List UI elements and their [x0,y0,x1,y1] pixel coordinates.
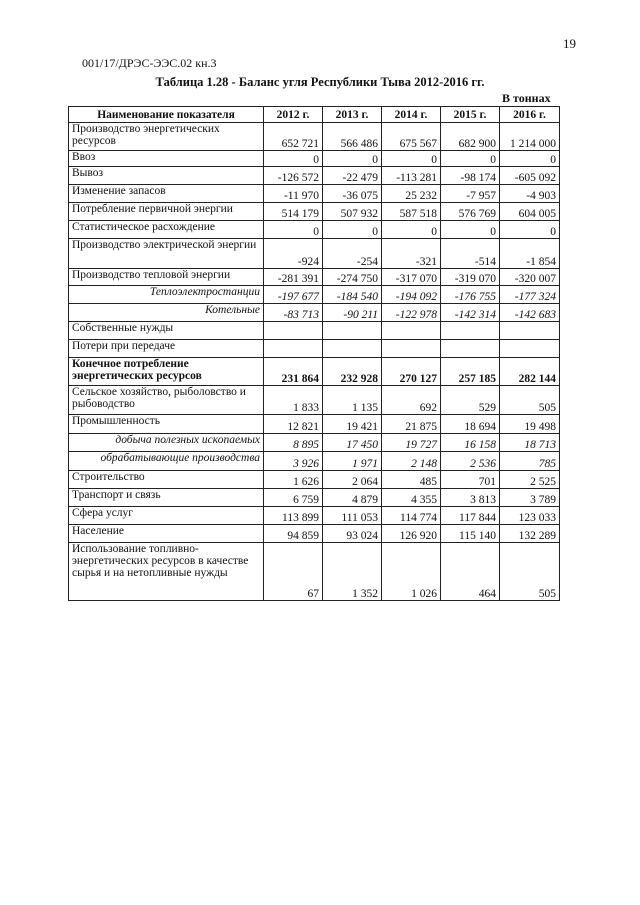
table-row [69,286,560,304]
cell-value: 0 [264,151,323,167]
cell-value: 21 875 [382,415,441,434]
table-row [69,415,560,434]
column-header-2012: 2012 г. [264,107,323,123]
column-header-indicator: Наименование показателя [69,107,264,123]
cell-value: 94 859 [264,525,323,543]
table-row [69,123,560,151]
cell-value: 566 486 [323,123,382,151]
row-label: Производство электрической энергии [69,239,264,269]
column-header-2016: 2016 г. [500,107,560,123]
cell-value: -142 314 [441,304,500,322]
table-row [69,221,560,239]
row-label: Производство энергетических ресурсов [69,123,264,151]
cell-value: -514 [441,239,500,269]
cell-value: 4 879 [323,489,382,507]
cell-value: -36 075 [323,185,382,203]
cell-value: 2 064 [323,471,382,489]
cell-value: 18 713 [500,434,560,452]
cell-value [264,322,323,340]
cell-value: 111 053 [323,507,382,525]
cell-value: 2 148 [382,452,441,471]
table-row [69,185,560,203]
cell-value: -320 007 [500,269,560,286]
row-label: Использование топливно-энергетических ресурсов в качестве сырья и на нетопливные нужды [69,543,264,601]
cell-value: 2 536 [441,452,500,471]
cell-value: 0 [323,221,382,239]
cell-value: 652 721 [264,123,323,151]
column-header-2015: 2015 г. [441,107,500,123]
row-label: Изменение запасов [69,185,264,203]
cell-value: -126 572 [264,167,323,185]
cell-value: 1 971 [323,452,382,471]
table-row [69,269,560,286]
cell-value: 67 [264,543,323,601]
cell-value: 19 498 [500,415,560,434]
cell-value [500,340,560,358]
cell-value: 675 567 [382,123,441,151]
cell-value: 0 [323,151,382,167]
table-row [69,239,560,269]
row-label: Производство тепловой энергии [69,269,264,286]
cell-value: 18 694 [441,415,500,434]
row-label: Котельные [69,304,264,322]
cell-value: -83 713 [264,304,323,322]
cell-value: 3 813 [441,489,500,507]
cell-value: 16 158 [441,434,500,452]
cell-value: 485 [382,471,441,489]
row-label: Промышленность [69,415,264,434]
cell-value: -197 677 [264,286,323,304]
units-label: В тоннах [502,91,551,105]
cell-value: -7 957 [441,185,500,203]
cell-value: 0 [441,151,500,167]
cell-value: -113 281 [382,167,441,185]
cell-value: 93 024 [323,525,382,543]
table-body [69,123,560,601]
cell-value: 505 [500,543,560,601]
row-label: Сфера услуг [69,507,264,525]
cell-value: 0 [500,221,560,239]
cell-value: -177 324 [500,286,560,304]
cell-value: 1 833 [264,386,323,415]
table-row [69,434,560,452]
cell-value: -605 092 [500,167,560,185]
cell-value: 25 232 [382,185,441,203]
table-row [69,203,560,221]
row-label: Транспорт и связь [69,489,264,507]
cell-value: 282 144 [500,358,560,386]
cell-value: -317 070 [382,269,441,286]
cell-value: 113 899 [264,507,323,525]
cell-value [500,322,560,340]
cell-value: 2 525 [500,471,560,489]
cell-value: 604 005 [500,203,560,221]
cell-value: 701 [441,471,500,489]
cell-value [382,340,441,358]
table-row [69,507,560,525]
table-row [69,452,560,471]
row-label: обрабатывающие производства [69,452,264,471]
cell-value: 232 928 [323,358,382,386]
document-code: 001/17/ДРЭС-ЭЭС.02 кн.3 [82,56,217,70]
row-label: Статистическое расхождение [69,221,264,239]
table-row [69,358,560,386]
cell-value: -274 750 [323,269,382,286]
cell-value: -98 174 [441,167,500,185]
cell-value: -924 [264,239,323,269]
cell-value: 514 179 [264,203,323,221]
cell-value: -184 540 [323,286,382,304]
cell-value: 257 185 [441,358,500,386]
cell-value [323,322,382,340]
table-row [69,489,560,507]
row-label: Сельское хозяйство, рыболовство и рыбоводство [69,386,264,415]
row-label: Население [69,525,264,543]
cell-value: 692 [382,386,441,415]
cell-value: 114 774 [382,507,441,525]
cell-value [441,340,500,358]
row-label: Ввоз [69,151,264,167]
table-row [69,304,560,322]
table-header-row [69,107,560,123]
cell-value: 1 214 000 [500,123,560,151]
cell-value: 1 135 [323,386,382,415]
cell-value: -254 [323,239,382,269]
table-row [69,525,560,543]
row-label: Теплоэлектростанции [69,286,264,304]
cell-value: 529 [441,386,500,415]
page-number: 19 [563,36,576,51]
row-label: Вывоз [69,167,264,185]
cell-value: 117 844 [441,507,500,525]
cell-value: 576 769 [441,203,500,221]
cell-value: 17 450 [323,434,382,452]
cell-value: -319 070 [441,269,500,286]
cell-value: -4 903 [500,185,560,203]
cell-value: 231 864 [264,358,323,386]
column-header-2014: 2014 г. [382,107,441,123]
cell-value: -176 755 [441,286,500,304]
cell-value: 507 932 [323,203,382,221]
table-row [69,386,560,415]
cell-value: 464 [441,543,500,601]
cell-value: 0 [500,151,560,167]
cell-value: 270 127 [382,358,441,386]
cell-value: 682 900 [441,123,500,151]
cell-value: 126 920 [382,525,441,543]
cell-value: 132 289 [500,525,560,543]
cell-value: 1 352 [323,543,382,601]
cell-value: -281 391 [264,269,323,286]
table-row [69,322,560,340]
table-row [69,151,560,167]
table-row [69,471,560,489]
row-label: Собственные нужды [69,322,264,340]
table-row [69,543,560,601]
cell-value: 19 727 [382,434,441,452]
cell-value: 785 [500,452,560,471]
row-label: добыча полезных ископаемых [69,434,264,452]
table-row [69,167,560,185]
cell-value: 0 [441,221,500,239]
table-title: Таблица 1.28 - Баланс угля Республики Тыва 2012-2016 гг. [155,75,485,89]
cell-value [323,340,382,358]
cell-value: 8 895 [264,434,323,452]
row-label: Потери при передаче [69,340,264,358]
cell-value: 3 926 [264,452,323,471]
cell-value: 123 033 [500,507,560,525]
column-header-2013: 2013 г. [323,107,382,123]
cell-value: 1 026 [382,543,441,601]
cell-value: 4 355 [382,489,441,507]
cell-value: -142 683 [500,304,560,322]
row-label: Конечное потребление энергетических ресурсов [69,358,264,386]
cell-value: -321 [382,239,441,269]
cell-value [382,322,441,340]
cell-value: 505 [500,386,560,415]
table-row [69,340,560,358]
cell-value [441,322,500,340]
cell-value: -90 211 [323,304,382,322]
cell-value: -1 854 [500,239,560,269]
cell-value: 0 [264,221,323,239]
cell-value: -22 479 [323,167,382,185]
cell-value: 3 789 [500,489,560,507]
cell-value: -194 092 [382,286,441,304]
coal-balance-table [68,106,560,601]
cell-value: 1 626 [264,471,323,489]
row-label: Потребление первичной энергии [69,203,264,221]
cell-value: -122 978 [382,304,441,322]
cell-value: 19 421 [323,415,382,434]
cell-value: 12 821 [264,415,323,434]
cell-value: 115 140 [441,525,500,543]
row-label: Строительство [69,471,264,489]
cell-value: 0 [382,221,441,239]
cell-value: 0 [382,151,441,167]
cell-value: -11 970 [264,185,323,203]
cell-value: 587 518 [382,203,441,221]
cell-value [264,340,323,358]
cell-value: 6 759 [264,489,323,507]
